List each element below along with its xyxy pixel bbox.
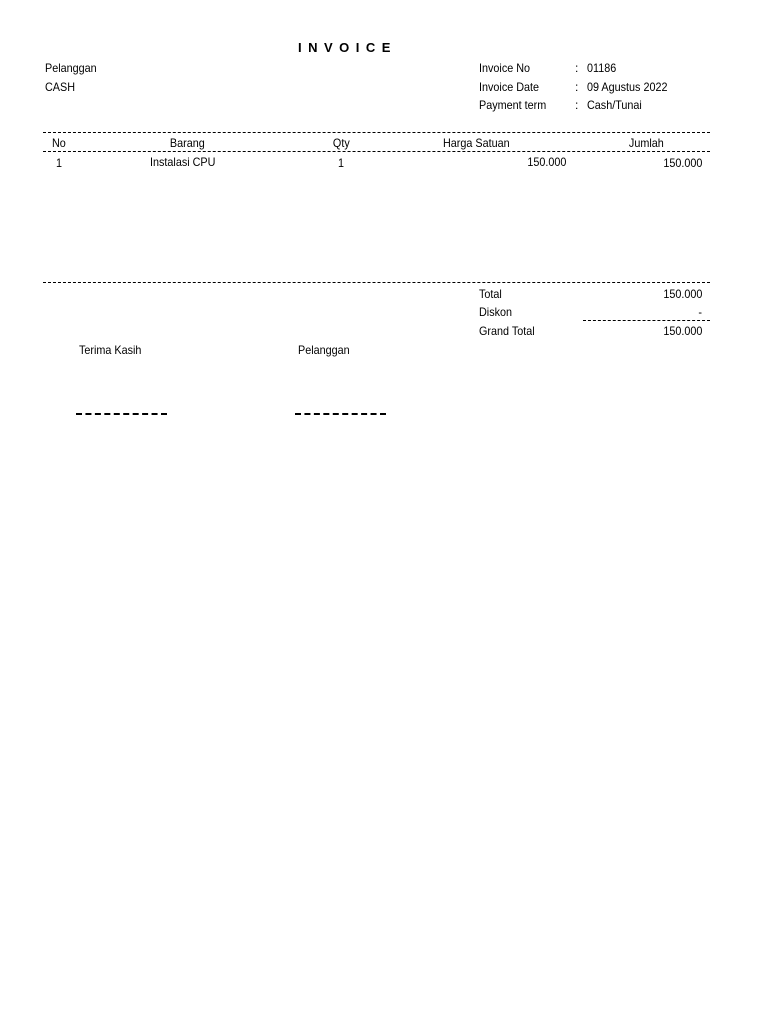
total-label: Total — [479, 287, 502, 301]
payment-term-value: Cash/Tunai — [587, 98, 642, 112]
invoice-date-separator: : — [575, 80, 579, 94]
column-header-qty: Qty — [332, 136, 350, 150]
row-qty: 1 — [338, 156, 345, 170]
grand-total-divider — [583, 320, 710, 321]
column-header-no: No — [52, 136, 66, 150]
column-header-item: Barang — [169, 136, 205, 150]
column-header-unit-price: Harga Satuan — [443, 136, 510, 150]
grand-total-value: 150.000 — [662, 324, 702, 338]
column-header-amount: Jumlah — [628, 136, 664, 150]
payment-term-label: Payment term — [479, 98, 547, 112]
customer-name: CASH — [45, 80, 76, 94]
signature-left-line — [76, 413, 167, 415]
signature-right-line — [295, 413, 386, 415]
discount-value: - — [698, 305, 702, 319]
grand-total-label: Grand Total — [479, 324, 535, 338]
table-header-divider — [43, 151, 710, 152]
row-unit-price: 150.000 — [526, 155, 566, 169]
row-no: 1 — [56, 156, 63, 170]
invoice-date-label: Invoice Date — [479, 80, 540, 94]
payment-term-separator: : — [575, 98, 579, 112]
table-bottom-divider — [43, 282, 710, 283]
invoice-no-value: 01186 — [587, 61, 617, 75]
signature-left-label: Terima Kasih — [79, 343, 142, 357]
customer-label: Pelanggan — [45, 61, 97, 75]
invoice-title: INVOICE — [298, 40, 397, 55]
row-amount: 150.000 — [662, 156, 702, 170]
invoice-no-separator: : — [575, 61, 579, 75]
discount-label: Diskon — [479, 305, 513, 319]
signature-right-label: Pelanggan — [298, 343, 350, 357]
invoice-no-label: Invoice No — [479, 61, 531, 75]
total-value: 150.000 — [662, 287, 702, 301]
invoice-date-value: 09 Agustus 2022 — [587, 80, 668, 94]
table-top-divider — [43, 132, 710, 133]
row-item: Instalasi CPU — [150, 155, 216, 169]
